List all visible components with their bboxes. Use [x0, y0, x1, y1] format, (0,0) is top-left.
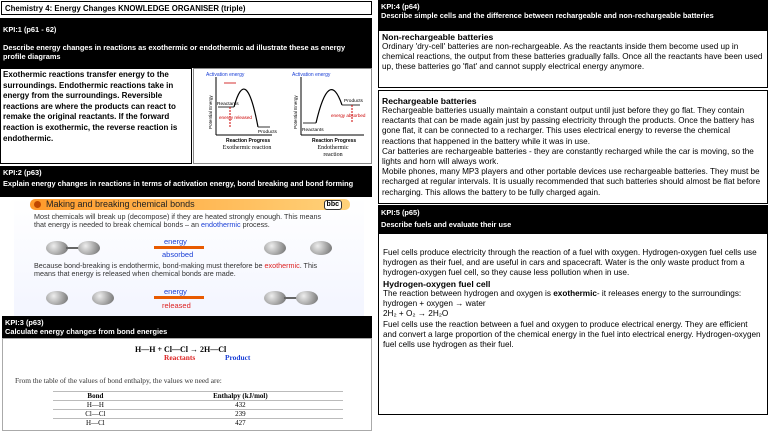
endo-reactants-label: Reactants	[302, 128, 324, 133]
kpi2-para1	[34, 213, 334, 229]
kpi4-nonrech-box	[378, 30, 768, 88]
kpi2-para2-a: Because bond-breaking is endothermic, bond-making must therefore be	[34, 261, 265, 270]
kpi1-diagram-box	[193, 68, 372, 164]
atom-icon	[264, 291, 286, 305]
endo-potential-label: Potential Energy	[293, 95, 298, 129]
kpi2-para2-b: exothermic	[264, 261, 300, 270]
table-cell: Cl—Cl	[53, 410, 138, 419]
kpi1-subtitle: Describe energy changes in reactions as exothermic or endothermic ad illustrate these as energy profile diagrams	[3, 43, 346, 61]
kpi5-p2-b: exothermic	[553, 289, 597, 299]
table-row	[53, 419, 343, 428]
endo-caption: Endothermic reaction	[317, 145, 349, 158]
kpi2-image	[14, 197, 364, 316]
arrow-right-icon	[154, 296, 204, 299]
kpi4-subtitle: Describe simple cells and the difference between rechargeable and non-rechargeable batteries	[381, 11, 714, 20]
energy-label-2: energy	[164, 287, 187, 296]
kpi5-p3: Fuel cells use the reaction between a fuel and oxygen to produce electrical energy. They are efficient and convert a large proportion of the chemical energy in the fuel into electrical energy. Hydrogen-oxygen fuel cells use hydrogen as their fuel.	[383, 319, 761, 350]
table-header-enthalpy: Enthalpy (kJ/mol)	[138, 392, 343, 401]
kpi4-header	[378, 0, 768, 30]
endothermic-profile	[301, 77, 364, 135]
kpi5-word-equation: hydrogen + oxygen → water	[383, 299, 486, 309]
table-header-bond: Bond	[53, 392, 138, 401]
kpi3-box	[2, 338, 372, 431]
kpi5-box	[378, 233, 768, 415]
exo-energy-released-label: energy released	[219, 115, 252, 120]
endo-energy-absorbed-label: energy absorbed	[331, 113, 366, 118]
kpi5-heading: KPI:5 (p65)	[381, 208, 420, 217]
kpi2-para1-a: Most chemicals will break up (decompose) if they are heated strongly enough. This means that energy is needed to break chemical bonds – an	[34, 212, 322, 230]
rech-p2: Car batteries are rechargeable batteries - they are constantly recharged while the car is moving, so the lights and horn will always work.	[382, 146, 754, 167]
exo-products-label: Products	[258, 130, 277, 135]
exo-reaction-progress: Reaction Progress	[226, 138, 271, 144]
bbc-logo: bbc	[324, 200, 342, 210]
exo-reactants-label: Reactants	[217, 102, 239, 107]
released-label: released	[162, 301, 191, 310]
rech-title: Rechargeable batteries	[382, 96, 477, 106]
kpi1-heading: KPI:1 (p61 - 62)	[3, 25, 57, 34]
endo-activation-label: Activation energy	[292, 72, 331, 78]
table-cell: H—H	[53, 401, 138, 410]
kpi1-text-box	[0, 68, 192, 164]
table-cell: 427	[138, 419, 343, 428]
kpi3-equation: H—H + Cl—Cl → 2H—Cl	[135, 345, 227, 354]
endo-products-label: Products	[344, 99, 363, 104]
kpi5-header	[378, 205, 768, 233]
atom-icon	[46, 291, 68, 305]
rech-p3: Mobile phones, many MP3 players and other portable devices use rechargeable batteries. They must be recharged at regular intervals. It is usually recommended that such batteries should almost be flat before recharging. This allows the battery to be fully charged again.	[382, 167, 761, 197]
kpi2-banner	[30, 199, 350, 210]
kpi2-para1-b: endothermic	[201, 220, 241, 230]
kpi2-banner-text: Making and breaking chemical bonds	[46, 199, 195, 209]
kpi2-subtitle: Explain energy changes in reactions in terms of activation energy, bond breaking and bond forming	[3, 179, 354, 188]
exo-activation-label: Activation energy	[206, 72, 245, 78]
kpi5-p1: Fuel cells produce electricity through the reaction of a fuel with oxygen. Hydrogen-oxygen fuel cells use hydrogen as their fuel, and are useful in cars and spacecraft. Water is the only waste product from a hydrogen-oxygen fuel cell, so they cause less pollution when in use.	[383, 248, 757, 278]
absorbed-label: absorbed	[162, 250, 194, 259]
kpi5-p2-a: The reaction between hydrogen and oxygen is	[383, 289, 554, 299]
page-title: Chemistry 4: Energy Changes KNOWLEDGE ORGANISER (triple)	[5, 4, 246, 13]
atom-icon	[296, 291, 318, 305]
kpi3-intro: From the table of the values of bond enthalpy, the values we need are:	[15, 376, 222, 385]
atom-icon	[264, 241, 286, 255]
endo-reaction-progress: Reaction Progress	[312, 138, 357, 144]
nonrech-title: Non-rechargeable batteries	[382, 32, 494, 42]
arrow-right-icon	[154, 246, 204, 249]
kpi2-para1-c: process.	[240, 220, 270, 230]
kpi2-header	[0, 166, 372, 197]
kpi2-heading: KPI:2 (p63)	[3, 168, 42, 177]
exo-caption: Exothermic reaction	[222, 145, 272, 151]
kpi4-rech-box	[378, 90, 768, 204]
bond-enthalpy-table	[53, 391, 343, 428]
table-row	[53, 410, 343, 419]
rech-p1: Rechargeable batteries usually maintain a constant output until just before they go flat. They contain reactants that can be made again just by passing electricity through the products. Once the battery has gone flat, it can be connected to a recharger. This uses electrical energy to reverse the chemical reactions that happened in the battery while it was in use.	[382, 106, 755, 146]
kpi3-header	[2, 316, 372, 338]
energy-label-1: energy	[164, 237, 187, 246]
table-cell: 239	[138, 410, 343, 419]
banner-bullet-icon	[34, 201, 41, 208]
kpi4-heading: KPI:4 (p64)	[381, 2, 420, 11]
kpi5-p2-c: - it releases energy to the surroundings:	[596, 289, 742, 299]
atom-icon	[46, 241, 68, 255]
table-row	[53, 401, 343, 410]
kpi2-para2	[34, 262, 334, 278]
table-cell: 432	[138, 401, 343, 410]
kpi1-text: Exothermic reactions transfer energy to the surroundings. Endothermic reactions take in energy from the surroundings. Reversible reactions are where the products can react to remake the original reactants. If the forward reaction is exothermic, the reverse reaction is endothermic.	[3, 70, 178, 143]
table-cell: H—Cl	[53, 419, 138, 428]
kpi1-header	[0, 18, 372, 68]
atom-icon	[310, 241, 332, 255]
kpi3-heading: KPI:3 (p63)	[5, 318, 44, 327]
table-header-row	[53, 392, 343, 401]
atom-icon	[78, 241, 100, 255]
kpi5-symbol-equation: 2H₂ + O₂ → 2H₂O	[383, 309, 449, 319]
kpi3-reactants: Reactants	[164, 353, 196, 362]
exo-potential-label: Potential Energy	[208, 95, 213, 129]
kpi5-h2-title: Hydrogen-oxygen fuel cell	[383, 278, 491, 289]
kpi5-subtitle: Describe fuels and evaluate their use	[381, 220, 512, 229]
kpi2-para2-c: . This means that energy is released when chemical bonds are made.	[34, 261, 318, 279]
title-box	[1, 1, 372, 15]
kpi3-product: Product	[225, 353, 251, 362]
atom-icon	[92, 291, 114, 305]
kpi3-subtitle: Calculate energy changes from bond energies	[5, 327, 168, 336]
kpi5-p2	[379, 289, 767, 299]
nonrech-text: Ordinary 'dry-cell' batteries are non-rechargeable. As the reactants inside them become used up in chemical reactions, the output from these batteries gradually falls. Once all the reactants have been used up, these batteries go 'flat' and cannot supply electrical energy anymore.	[382, 42, 763, 72]
